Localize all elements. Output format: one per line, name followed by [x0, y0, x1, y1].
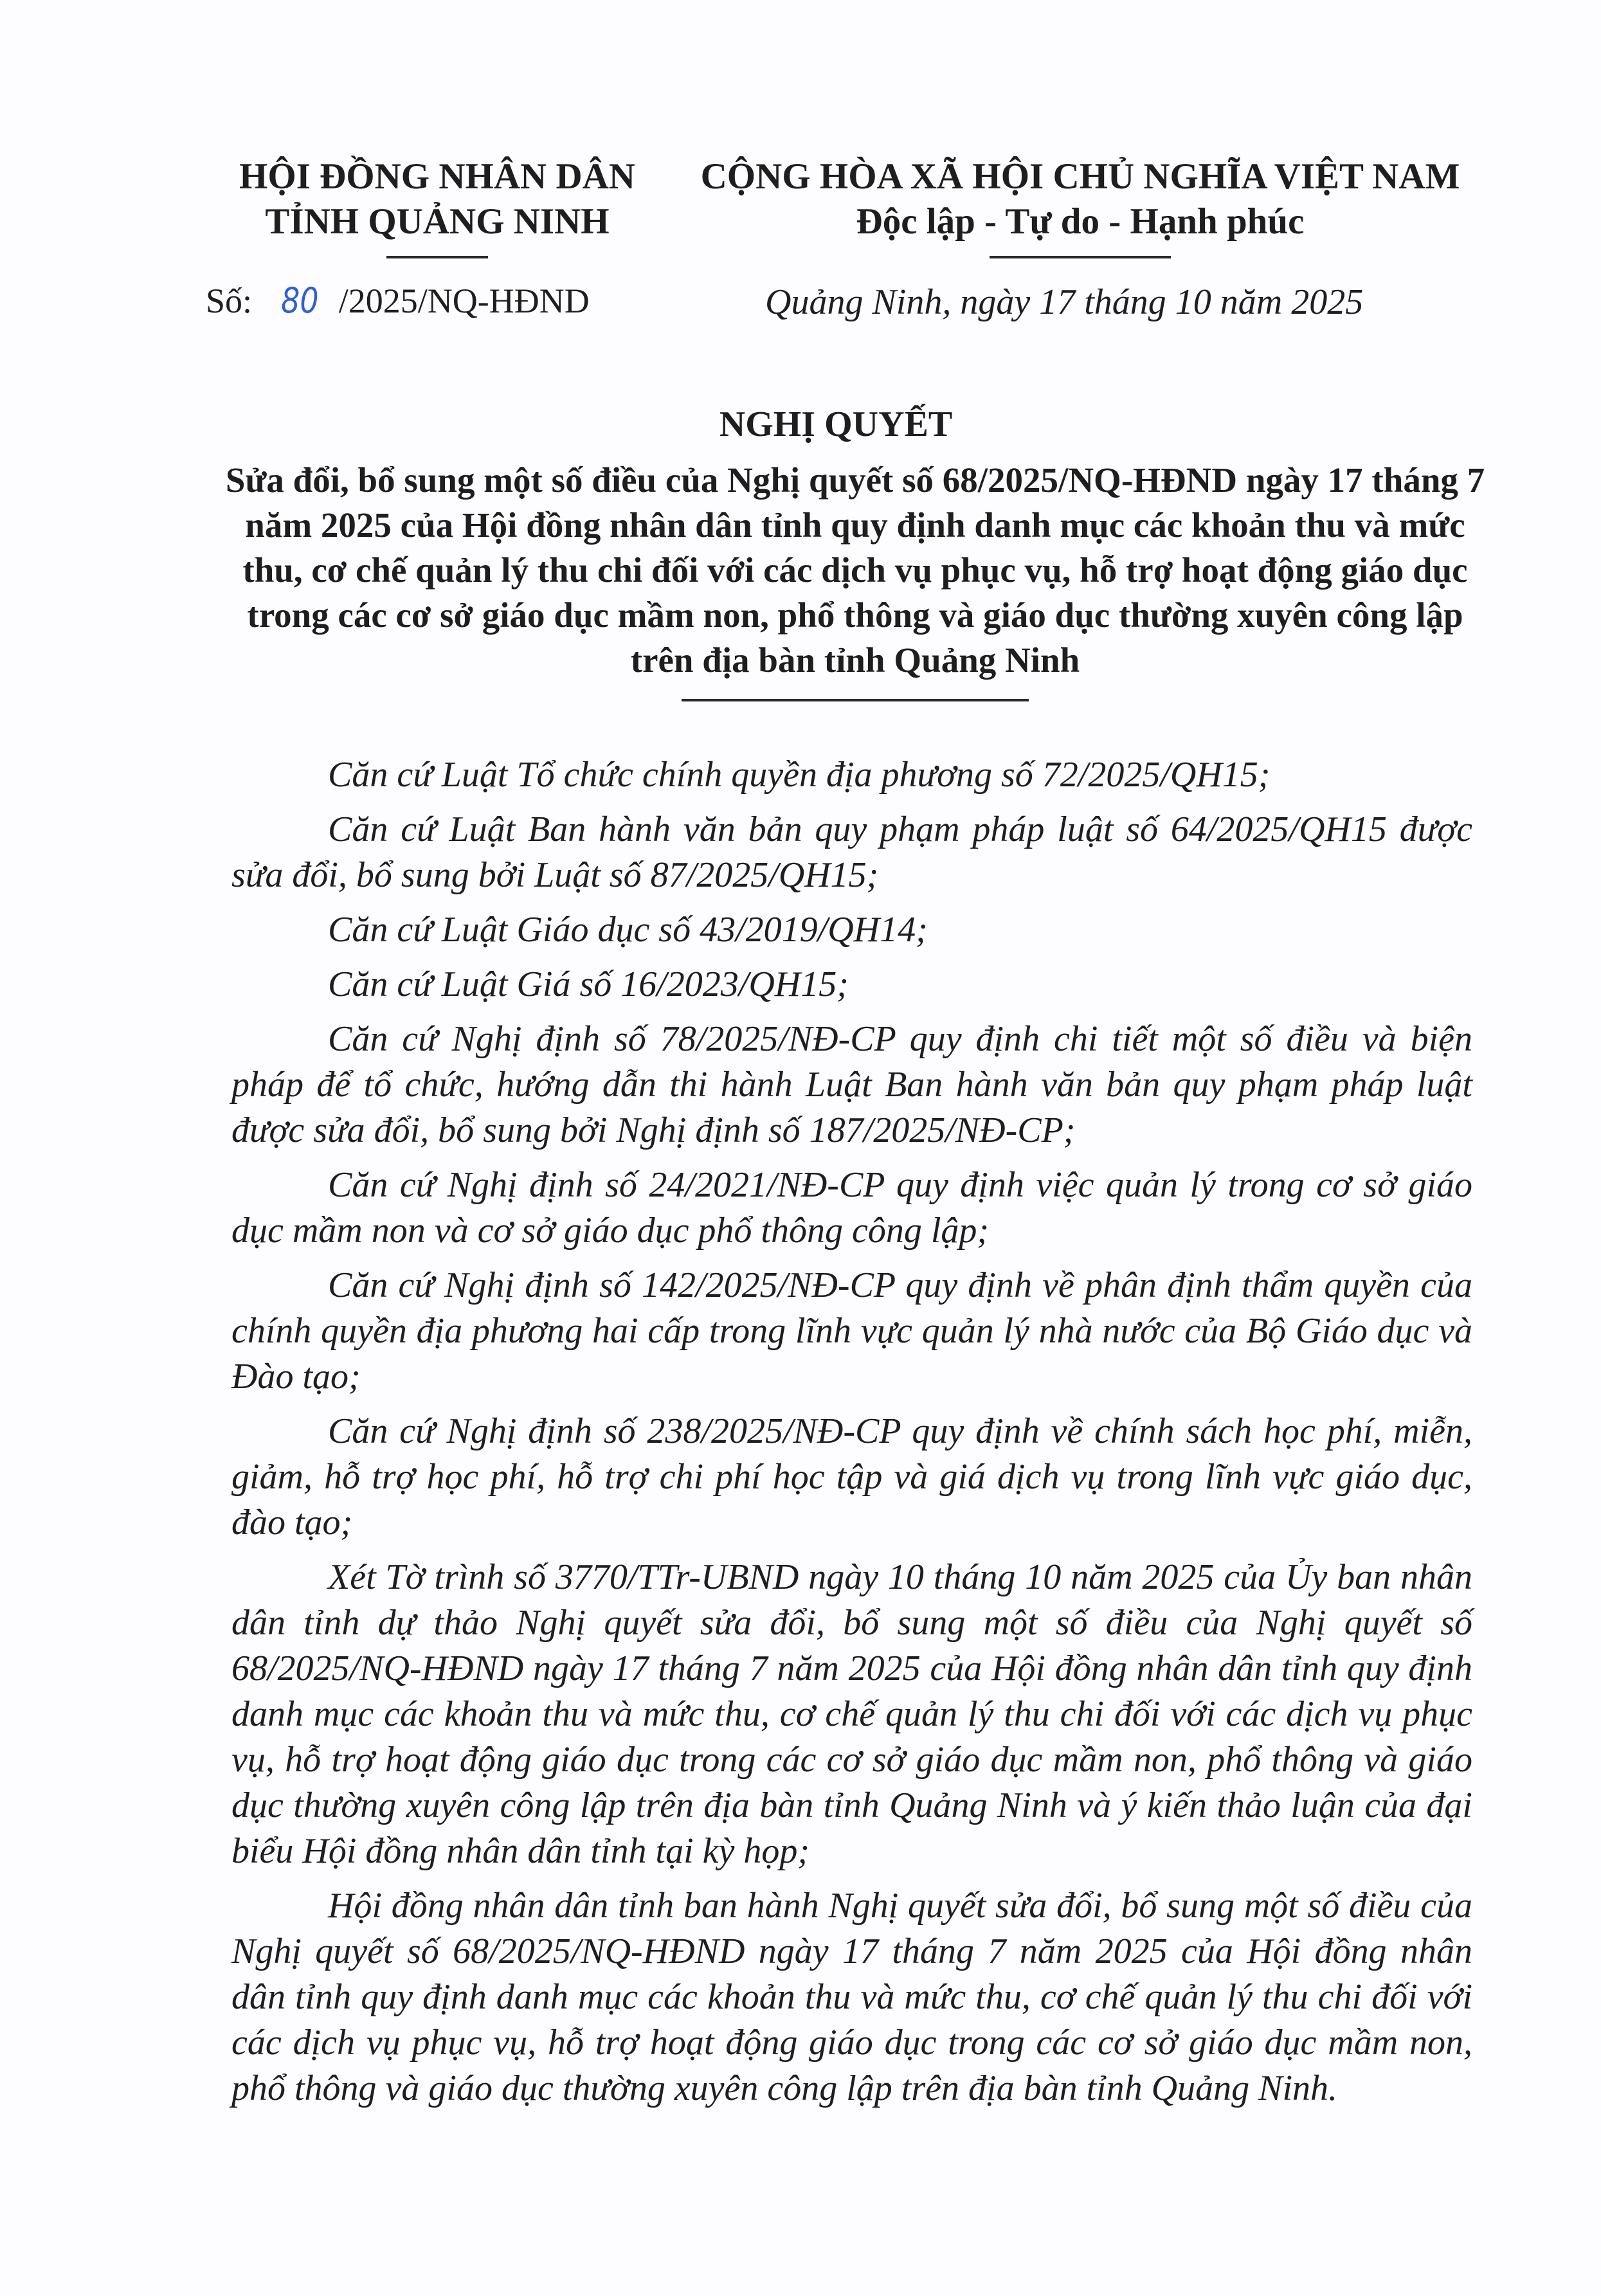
legal-basis-paragraph: Căn cứ Nghị định số 24/2021/NĐ-CP quy định việc quản lý trong cơ sở giáo dục mầm non và cơ sở giáo dục phổ thông công lập; [231, 1165, 1472, 1251]
consideration-paragraph: Xét Tờ trình số 3770/TTr-UBND ngày 10 tháng 10 năm 2025 của Ủy ban nhân dân tỉnh dự thảo Nghị quyết sửa đổi, bổ sung một số điều của Nghị quyết số 68/2025/NQ-HĐND ngày 17 tháng 7 năm 2025 của Hội đồng nhân dân tỉnh quy định danh mục các khoản thu và mức thu, cơ chế quản lý thu chi đối với các dịch vụ phục vụ, hỗ trợ hoạt động giáo dục trong các cơ sở giáo dục mầm non, phổ thông và giáo dục thường xuyên công lập trên địa bàn tỉnh Quảng Ninh và ý kiến thảo luận của đại biểu Hội đồng nhân dân tỉnh tại kỳ họp; [231, 1557, 1472, 1871]
legal-basis-paragraph: Căn cứ Nghị định số 78/2025/NĐ-CP quy định chi tiết một số điều và biện pháp để tổ chức, hướng dẫn thi hành Luật Ban hành văn bản quy phạm pháp luật được sửa đổi, bổ sung bởi Nghị định số 187/2025/NĐ-CP; [231, 1019, 1472, 1150]
issuer-province: TỈNH QUẢNG NINH [265, 201, 610, 242]
legal-basis-paragraph: Căn cứ Nghị định số 142/2025/NĐ-CP quy định về phân định thẩm quyền của chính quyền địa phương hai cấp trong lĩnh vực quản lý nhà nước của Bộ Giáo dục và Đào tạo; [231, 1265, 1472, 1397]
legal-basis-paragraph: Căn cứ Luật Giáo dục số 43/2019/QH14; [328, 910, 928, 950]
legal-basis-paragraph: Căn cứ Luật Tổ chức chính quyền địa phương số 72/2025/QH15; [328, 755, 1271, 795]
document-number [206, 275, 590, 327]
place-date: Quảng Ninh, ngày 17 tháng 10 năm 2025 [765, 282, 1364, 322]
document-body [231, 752, 1472, 2120]
issuer-block [199, 154, 675, 258]
legal-basis-paragraph: Căn cứ Nghị định số 238/2025/NĐ-CP quy định về chính sách học phí, miễn, giảm, hỗ trợ học phí, hỗ trợ chi phí học tập và giá dịch vụ trong lĩnh vực giáo dục, đào tạo; [231, 1411, 1472, 1542]
motto-underline [990, 256, 1171, 258]
legal-basis-paragraph: Căn cứ Luật Giá số 16/2023/QH15; [328, 964, 849, 1004]
document-subtitle: Sửa đổi, bổ sung một số điều của Nghị quyết số 68/2025/NQ-HĐND ngày 17 tháng 7 năm 2025 của Hội đồng nhân dân tỉnh quy định danh mục các khoản thu và mức thu, cơ chế quản lý thu chi đối với các dịch vụ phục vụ, hỗ trợ hoạt động giáo dục trong các cơ sở giáo dục mầm non, phổ thông và giáo dục thường xuyên công lập trên địa bàn tỉnh Quảng Ninh [225, 460, 1485, 680]
issuer-name: HỘI ĐỒNG NHÂN DÂN [239, 156, 635, 197]
national-heading [688, 154, 1472, 258]
issuer-underline [386, 256, 488, 258]
number-label: Số: [206, 282, 253, 320]
handwritten-number: 80 [281, 280, 319, 321]
document-type-title: NGHỊ QUYẾT [719, 404, 953, 444]
legal-basis-paragraph: Căn cứ Luật Ban hành văn bản quy phạm pháp luật số 64/2025/QH15 được sửa đổi, bổ sung bởi Luật số 87/2025/QH15; [231, 809, 1472, 895]
enactment-paragraph: Hội đồng nhân dân tỉnh ban hành Nghị quyết sửa đổi, bổ sung một số điều của Nghị quyết số 68/2025/NQ-HĐND ngày 17 tháng 7 năm 2025 của Hội đồng nhân dân tỉnh quy định danh mục các khoản thu và mức thu, cơ chế quản lý thu chi đối với các dịch vụ phục vụ, hỗ trợ hoạt động giáo dục trong các cơ sở giáo dục mầm non, phổ thông và giáo dục thường xuyên công lập trên địa bàn tỉnh Quảng Ninh. [231, 1886, 1472, 2108]
national-motto: Độc lập - Tự do - Hạnh phúc [856, 201, 1305, 242]
subtitle-underline [682, 699, 1029, 701]
nation-name: CỘNG HÒA XÃ HỘI CHỦ NGHĨA VIỆT NAM [700, 156, 1460, 197]
number-suffix: /2025/NQ-HĐND [338, 282, 590, 320]
